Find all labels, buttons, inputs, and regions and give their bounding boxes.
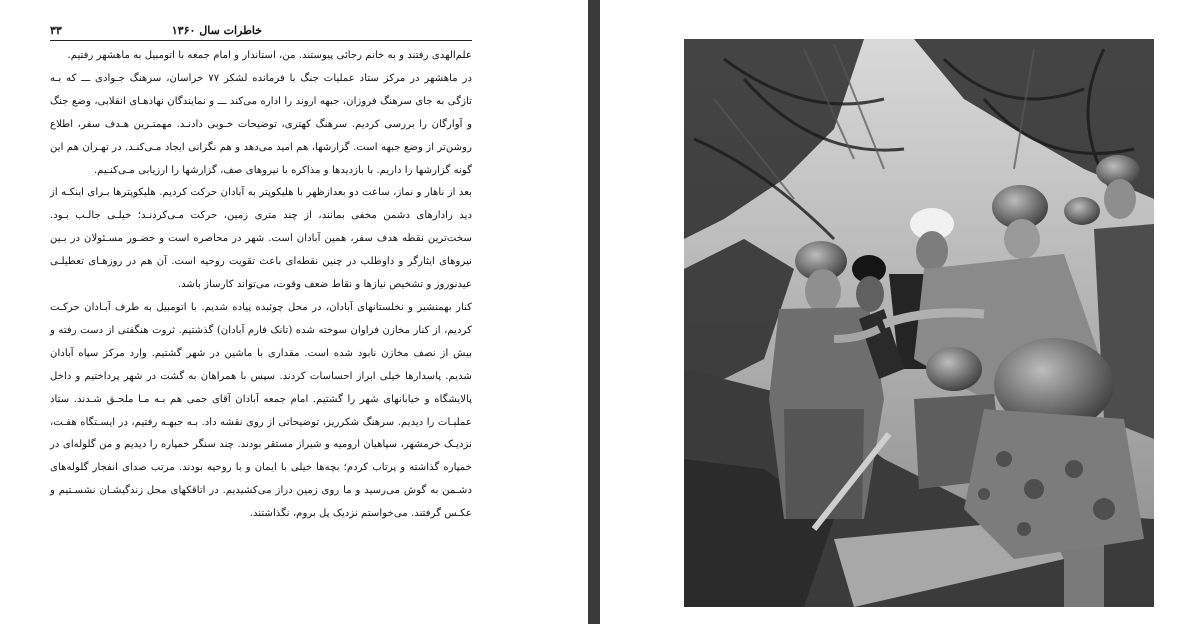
photo-soldiers-mortar-icon xyxy=(684,39,1154,607)
page-number: ۳۳ xyxy=(50,24,62,37)
header-rule xyxy=(50,40,472,41)
paragraph-2: در ماهشهر در مرکز ستاد عملیات جنگ با فرمانده لشکر ۷۷ خراسان، سرهنگ جـوادی ـــ که بـه تازگی به جای سرهنگ فروزان، جبهه اروند را اداره می‌کند ـــ و نمایندگان نهادهـای انقلابی، وضع جنگ و آوارگان را بررسی کردیم. سرهنگ کهتری، توضیحات خـوبی دادنـد. مهمتـرین هـدف سفر، اطلاع روشن‌تر از وضع جبهه است. گزارشها، هم امید می‌دهد و هم نگرانی ایجاد مـی‌کنـد. در تهـران هم این گونه گزارشها را داریم. با بازدیدها و مذاکره با نیروهای صف، گزارشها را ارزیابی مـی‌کنـیم. xyxy=(50,72,473,176)
running-header xyxy=(50,24,472,40)
paragraph-1: علم‌الهدی رفتند و به خانم رجائی پیوستند. من، استاندار و امام جمعه با اتومبیل به ماهشهر رفتیم. xyxy=(67,50,472,61)
paragraph-4: کنار بهمنشیر و نخلستانهای آبادان، در محل چوئبده پیاده شدیم. با اتومبیل به طرف آبـادان حرکـت کردیم، از کنار مخازن فراوان سوخته شده (تانک فارم آبادان) گذشتیم. ثروت هنگفتی از دست رفته و بیش از نصف مخازن نابود شده است. مقداری با ماشین در شهر گشتیم. وارد مرکز سپاه آبادان شدیم. پاسدارها خیلی ابراز احساسات کردند. سپس با همراهان به گشت در شهر پرداختیم و داخل پالایشگاه و خیابانهای شهر را گشتیم. امام جمعه آبادان آقای جمی هم بـه مـا ملحـق شـدند. ستاد عملیـات را دیدیم. سرهنگ شکرریز، توضیحاتی از روی نقشه داد. بـه جبهـه رفتیم، در ایسـتگاه هفـت، نزدیـک خرمشهر، سپاهیان ارومیه و شیراز مستقر بودند. چند سنگر خمپاره را دیدیم و من گلوله‌ای در خمپاره گذاشته و پرتاب کردم؛ بچه‌ها خیلی با ایمان و با روحیه بودند. مرتب صدای انفجار گلوله‌های دشـمن به گوش می‌رسید و ما روی زمین دراز می‌کشیدیم. در اتاقکهای محل زندگیشـان نشسـتیم و عکـس گرفتند. می‌خواستم نزدیک پل بروم، نگذاشتند. xyxy=(50,301,472,520)
book-gutter xyxy=(588,0,600,624)
paragraph-3: بعد از ناهار و نماز، ساعت دو بعدازظهر با هلیکوپتر به آبادان حرکت کردیم. هلیکوپترها بـرای اینکـه از دید رادارهای دشمن مخفی بمانند، از چند متری زمین، حرکت مـی‌کردنـد؛ خیلـی جالـب بـود. سخت‌ترین نقطه هدف سفر، همین آبادان است. شهر در محاصره است و حضـور مسـئولان در بـین نیروهای ایثارگر و داوطلب در چنین نقطه‌ای باعث تقویت روحیه است. آن هم در روزهـای تعطیلـی عیدنوروز و تشخیص نیازها و نقاط ضعف وقوت، می‌تواند کارساز باشد. xyxy=(50,187,472,291)
left-page xyxy=(0,0,588,624)
running-head-title: خاطرات سال ۱۳۶۰ xyxy=(171,24,262,37)
body-text xyxy=(50,45,472,526)
